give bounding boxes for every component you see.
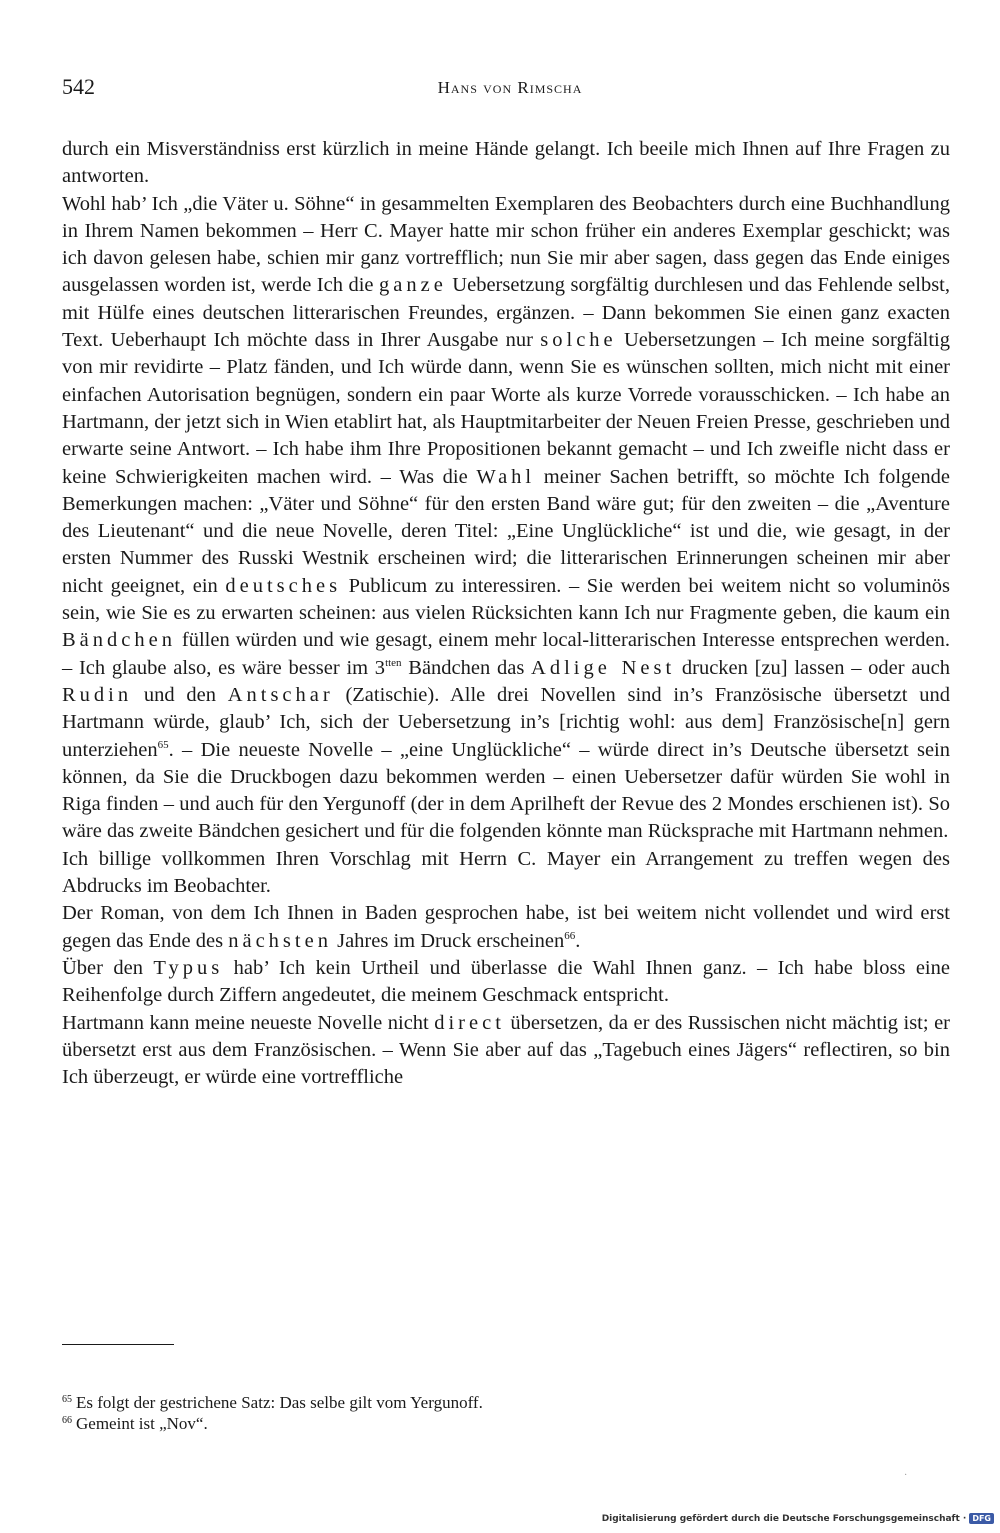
paragraph: durch ein Misverständniss erst kürzlich in meine Hände gelangt. Ich beeile mich Ihnen auf Ihre Fragen zu antworten. xyxy=(62,138,950,188)
dfg-logo-icon: DFG xyxy=(969,1513,994,1524)
spaced-word: Antschar xyxy=(227,683,334,706)
paragraph: Über den Typus hab’ Ich kein Urtheil und überlasse die Wahl Ihnen ganz. – Ich habe bloss eine Reihenfolge durch Ziffern angedeutet, die meinem Geschmack entspricht. xyxy=(62,956,950,1007)
spaced-word: Bändchen xyxy=(62,629,176,652)
footnote xyxy=(62,1413,950,1434)
footnote-ref: 66 xyxy=(564,929,576,942)
spaced-word: Wahl xyxy=(476,465,536,488)
body-text xyxy=(62,136,950,1091)
spaced-word: solche xyxy=(540,329,617,352)
spaced-word: Adlige Nest xyxy=(531,656,676,679)
footnote-text: Gemeint ist „Nov“. xyxy=(76,1414,208,1433)
running-head: Hans von Rimscha xyxy=(437,78,583,97)
paragraph: Der Roman, von dem Ich Ihnen in Baden gesprochen habe, ist bei weitem nicht vollendet und wird erst gegen das Ende des nächsten Jahres im Druck erscheinen$^{66}$. xyxy=(62,902,950,952)
spaced-word: deutsches xyxy=(225,574,342,597)
footnote-mark: 66 xyxy=(62,1415,72,1426)
spaced-word: Rudin xyxy=(62,683,133,706)
footnote-mark: 65 xyxy=(62,1394,72,1405)
paragraph: Ich billige vollkommen Ihren Vorschlag mit Herrn C. Mayer ein Arrangement zu treffen wegen des Abdrucks im Beobachter. xyxy=(62,847,950,898)
spaced-word: nächsten xyxy=(228,929,332,952)
credit-text: Digitalisierung gefördert durch die Deutsche Forschungsgemeinschaft · xyxy=(601,1513,967,1524)
footnote-divider xyxy=(62,1344,174,1345)
footnote-ref: 65 xyxy=(157,738,169,751)
spaced-word: ganze xyxy=(379,274,447,297)
footnote xyxy=(62,1392,950,1413)
page-number: 542 xyxy=(62,74,95,99)
paragraph: Hartmann kann meine neueste Novelle nicht direct übersetzen, da er des Russischen nicht mächtig ist; er übersetzt erst aus dem Französischen. – Wenn Sie aber auf das „Tagebuch eines Jägers“ reflectiren, so bin Ich überzeugt, er würde eine vortreffliche xyxy=(62,1011,950,1089)
footnote-text: Es folgt der gestrichene Satz: Das selbe gilt vom Yergunoff. xyxy=(76,1393,483,1412)
scan-mark: · xyxy=(904,1470,908,1481)
superscript: tten xyxy=(385,656,402,669)
footnotes xyxy=(62,1392,950,1434)
digitization-credit xyxy=(602,1513,994,1524)
spaced-word: Typus xyxy=(153,956,224,979)
spaced-word: direct xyxy=(434,1011,505,1034)
paragraph: Wohl hab’ Ich „die Väter u. Söhne“ in gesammelten Exemplaren des Beobachters durch eine Buchhandlung in Ihrem Namen bekommen – Herr C. Mayer hatte mir schon früher ein anderes Exemplar geschickt; was ich davon gelesen habe, schien mir ganz vortrefflich; nun Sie mir aber sagen, dass gegen das Ende einiges ausgelassen worden ist, werde Ich die ganze Uebersetzung sorgfältig durchlesen und das Fehlende selbst, mit Hülfe eines deutschen litterarischen Freundes, ergänzen. – Dann bekommen Sie einen ganz exacten Text. Ueberhaupt Ich möchte dass in Ihrer Ausgabe nur solche Uebersetzungen – Ich meine sorgfältig von mir revidirte – Platz fänden, und Ich würde dann, wenn Sie es wünschen sollten, mich nicht mit einer einfachen Autorisation begnügen, sondern ein paar Worte als kurze Vorrede vorausschicken. – Ich habe an Hartmann, der jetzt sich in Wien etablirt hat, als Hauptmitarbeiter der Neuen Freien Presse, geschrieben und erwarte seine Antwort. – Ich habe ihm Ihre Propositionen bekannt gemacht – und Ich zweifle nicht dass er keine Schwierigkeiten machen wird. – Was die Wahl meiner Sachen betrifft, so möchte Ich folgende Bemerkungen machen: „Väter und Söhne“ für den ersten Band wäre gut; für den zweiten – die „Aventure des Lieutenant“ und die neue Novelle, deren Titel: „Eine Unglückliche“ ist und die, wie gesagt, in der ersten Nummer des Russki Westnik erscheinen wird; die litterarischen Erinnerungen scheinen mir aber nicht geeignet, ein deutsches Publicum zu interessiren. – Sie werden bei weitem nicht so voluminös sein, wie Sie es zu erwarten scheinen: aus vielen Rücksichten kann Ich nur Fragmente geben, die kaum ein Bändchen füllen würden und wie gesagt, einem mehr local-litterarischen Interesse entsprechen werden. – Ich glaube also, es wäre besser im $3^{tten}$ Bändchen das Adlige Nest drucken [zu] lassen – oder auch Rudin und den Antschar (Zatischie). Alle drei Novellen sind in’s Französische übersetzt und Hartmann würde, glaub’ Ich, sich der Uebersetzung in’s [richtig wohl: aus dem] Französische[n] gern unterziehen$^{65}$. – Die neueste Novelle – „eine Unglückliche“ – würde direct in’s Deutsche übersetzt sein können, da Sie die Druckbogen dazu bekommen werden – einen Uebersetzer dafür würden Sie wohl in Riga finden – und auch für den Yergunoff (der in dem Aprilheft der Revue des 2 Mondes erschienen ist). So wäre das zweite Bändchen gesichert und für die folgenden könnte man Rücksprache mit Hartmann nehmen. xyxy=(62,192,951,843)
